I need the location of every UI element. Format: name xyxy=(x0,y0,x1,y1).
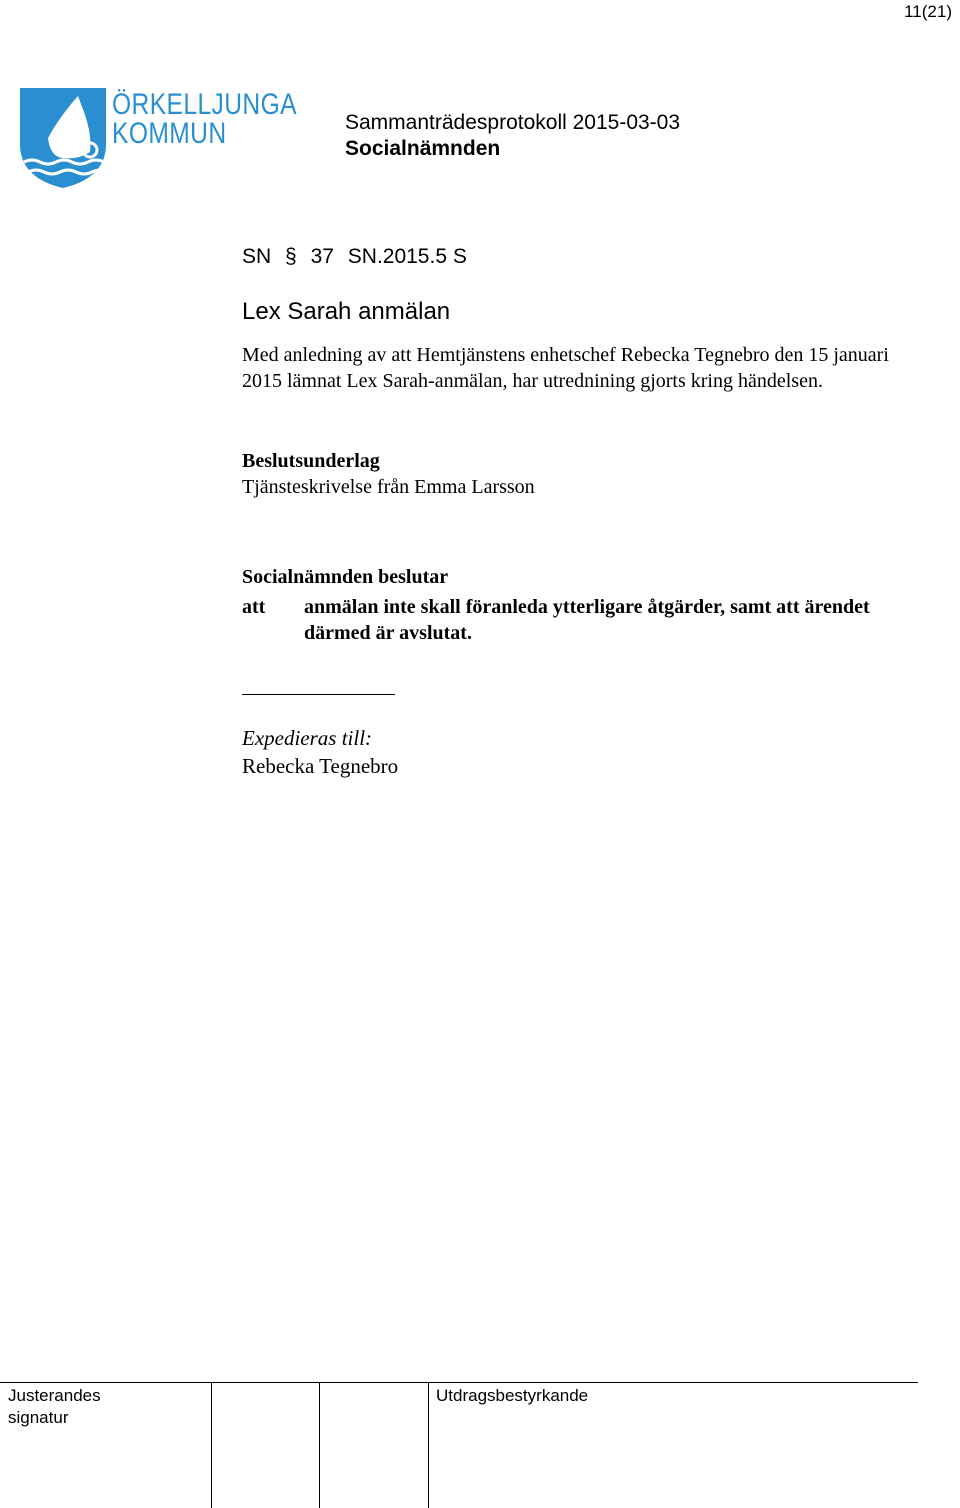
basis-text: Tjänsteskrivelse från Emma Larsson xyxy=(242,476,535,498)
section-number: 37 xyxy=(310,245,334,268)
signature-label-line-1: Justerandes xyxy=(8,1386,101,1405)
case-title: Lex Sarah anmälan xyxy=(242,298,451,325)
decision-label: att xyxy=(242,596,266,618)
section-reference xyxy=(242,245,467,269)
document-title: Sammanträdesprotokoll 2015-03-03 xyxy=(345,111,681,134)
separator-line xyxy=(242,694,395,695)
section-symbol: § xyxy=(285,245,297,268)
footer-divider-1 xyxy=(211,1382,212,1508)
certification-label: Utdragsbestyrkande xyxy=(436,1386,589,1405)
decision-heading: Socialnämnden beslutar xyxy=(242,566,449,588)
case-id: SN.2015.5 S xyxy=(347,245,467,268)
case-body: Med anledning av att Hemtjänstens enhetschef Rebecka Tegnebro den 15 januari 2015 lämnat Lex Sarah-anmälan, har utrednining gjorts kring händelsen. xyxy=(242,344,889,392)
dispatch-recipient: Rebecka Tegnebro xyxy=(242,754,399,778)
logo-line-1: ÖRKELLJUNGA xyxy=(112,88,297,121)
coat-of-arms-icon xyxy=(18,86,108,190)
page-number: 11(21) xyxy=(904,2,952,21)
footer-divider-2 xyxy=(319,1382,320,1508)
footer-divider-3 xyxy=(428,1382,429,1508)
committee-name: Socialnämnden xyxy=(345,137,501,160)
section-prefix: SN xyxy=(242,245,272,268)
signature-label-line-2: signatur xyxy=(8,1408,69,1427)
signature-label xyxy=(8,1385,101,1429)
footer-top-border xyxy=(0,1382,918,1383)
logo-line-2: KOMMUN xyxy=(112,117,227,150)
logo-text xyxy=(112,90,297,148)
basis-heading: Beslutsunderlag xyxy=(242,450,380,472)
dispatch-heading: Expedieras till: xyxy=(242,726,373,750)
decision-text: anmälan inte skall föranleda ytterligare åtgärder, samt att ärendet därmed är avslutat. xyxy=(304,596,870,644)
